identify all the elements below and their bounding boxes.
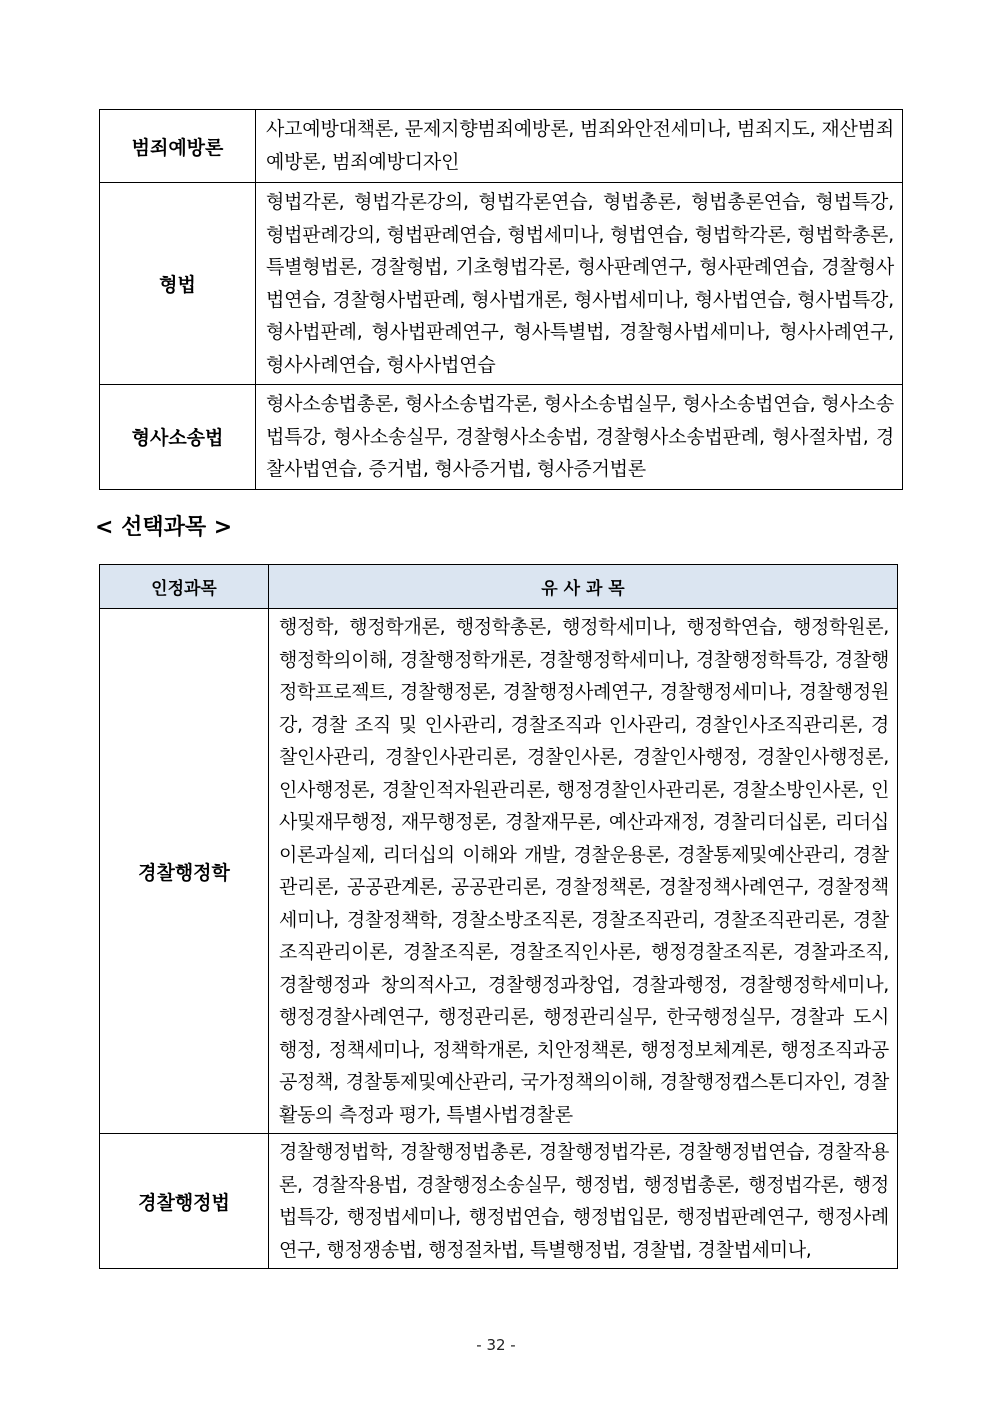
similar-subjects-cell: 사고예방대책론, 문제지향범죄예방론, 범죄와안전세미나, 범죄지도, 재산범죄예방론, 범죄예방디자인 [256,110,903,183]
header-subject: 인정과목 [100,565,269,609]
table-row [100,1134,898,1269]
similar-subjects-cell: 형법각론, 형법각론강의, 형법각론연습, 형법총론, 형법총론연습, 형법특강, 형법판례강의, 형법판례연습, 형법세미나, 형법연습, 형법학각론, 형법학총론, 특별형법론, 경찰형법, 기초형법각론, 형사판례연구, 형사판례연습, 경찰형사법연습, 경찰형사법판례, 형사법개론, 형사법세미나, 형사법연습, 형사법특강, 형사법판례, 형사법판례연구, 형사특별법, 경찰형사법세미나, 형사사례연구, 형사사례연습, 형사사법연습 [256,183,903,385]
header-similar: 유 사 과 목 [269,565,898,609]
subject-cell: 형사소송법 [100,385,256,490]
section-heading: < 선택과목 > [95,515,233,540]
table-row [100,385,903,490]
subject-cell: 형법 [100,183,256,385]
table-row [100,110,903,183]
subject-cell: 경찰행정학 [100,609,269,1134]
table-row [100,609,898,1134]
subject-cell: 경찰행정법 [100,1134,269,1269]
required-subjects-table [99,109,903,490]
similar-subjects-cell: 형사소송법총론, 형사소송법각론, 형사소송법실무, 형사소송법연습, 형사소송법특강, 형사소송실무, 경찰형사소송법, 경찰형사소송법판례, 형사절차법, 경찰사법연습, 증거법, 형사증거법, 형사증거법론 [256,385,903,490]
page-number: - 32 - [476,1336,516,1354]
elective-subjects-table [99,564,898,1269]
table-header-row [100,565,898,609]
similar-subjects-cell: 경찰행정법학, 경찰행정법총론, 경찰행정법각론, 경찰행정법연습, 경찰작용론, 경찰작용법, 경찰행정소송실무, 행정법, 행정법총론, 행정법각론, 행정법특강, 행정법세미나, 행정법연습, 행정법입문, 행정법판례연구, 행정사례연구, 행정쟁송법, 행정절차법, 특별행정법, 경찰법, 경찰법세미나, [269,1134,898,1269]
subject-cell: 범죄예방론 [100,110,256,183]
similar-subjects-cell: 행정학, 행정학개론, 행정학총론, 행정학세미나, 행정학연습, 행정학원론, 행정학의이해, 경찰행정학개론, 경찰행정학세미나, 경찰행정학특강, 경찰행정학프로젝트, 경찰행정론, 경찰행정사례연구, 경찰행정세미나, 경찰행정원강, 경찰 조직 및 인사관리, 경찰조직과 인사관리, 경찰인사조직관리론, 경찰인사관리, 경찰인사관리론, 경찰인사론, 경찰인사행정, 경찰인사행정론, 인사행정론, 경찰인적자원관리론, 행정경찰인사관리론, 경찰소방인사론, 인사및재무행정, 재무행정론, 경찰재무론, 예산과재정, 경찰리더십론, 리더십이론과실제, 리더십의 이해와 개발, 경찰운용론, 경찰통제및예산관리, 경찰관리론, 공공관계론, 공공관리론, 경찰정책론, 경찰정책사례연구, 경찰정책세미나, 경찰정책학, 경찰소방조직론, 경찰조직관리, 경찰조직관리론, 경찰조직관리이론, 경찰조직론, 경찰조직인사론, 행정경찰조직론, 경찰과조직, 경찰행정과 창의적사고, 경찰행정과창업, 경찰과행정, 경찰행정학세미나, 행정경찰사례연구, 행정관리론, 행정관리실무, 한국행정실무, 경찰과 도시행정, 정책세미나, 정책학개론, 치안정책론, 행정정보체계론, 행정조직과공공정책, 경찰통제및예산관리, 국가정책의이해, 경찰행정캡스톤디자인, 경찰활동의 측정과 평가, 특별사법경찰론 [269,609,898,1134]
table-row [100,183,903,385]
